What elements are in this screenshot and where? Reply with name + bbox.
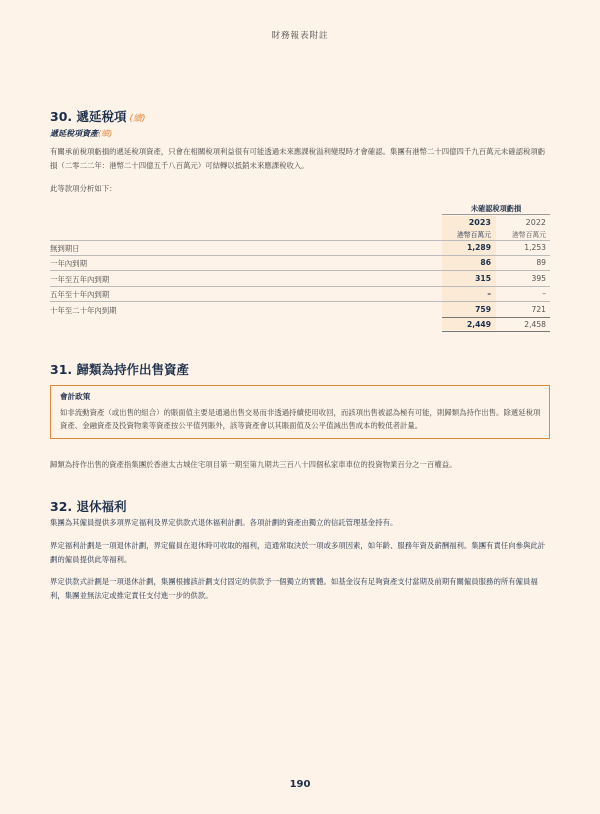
deferred-tax-paragraph: 有關承前稅項虧損的遞延稅項資產，只會在相關稅項利益很有可能透過未來應課稅溢利變現時才會確認。集團有港幣二十四億四千九百萬元未確認稅項虧損（二零二二年：港幣二十四億五千八百萬元）可結轉以抵銷未來應課稅收入。	[50, 147, 546, 170]
year-current: 2023	[468, 218, 491, 227]
section-32-title: 32. 退休福利	[50, 499, 127, 514]
table-total-prior: 2,458	[524, 320, 546, 329]
section-30-title	[50, 107, 146, 125]
table-cell-current: 1,289	[466, 243, 491, 252]
table-cell-prior: 721	[531, 305, 546, 314]
table-row-label: 十年至二十年內到期	[50, 306, 117, 315]
section-31-title: 31. 歸類為持作出售資產	[50, 362, 189, 377]
page-header: 財務報表附註	[271, 31, 329, 41]
subhead-continued: (續)	[98, 129, 113, 138]
retirement-benefits-para-3: 界定供款式計劃是一項退休計劃，集團根據該計劃支付固定的供款予一個獨立的實體。如基金沒有足夠資產支付當期及前期有關僱員服務的所有僱員福利，集團並無法定或推定責任支付進一步的供款。	[50, 577, 538, 600]
held-for-sale-paragraph: 歸類為持作出售的資產指集團於香港太古城住宅項目第一期至第九期共三百八十四個私家車車位的投資物業百分之一百權益。	[50, 460, 457, 469]
subhead-text: 遞延稅項資產	[50, 129, 98, 138]
table-row-label: 一年內到期	[50, 259, 87, 268]
table-row-label: 一年至五年內到期	[50, 275, 110, 284]
table-row-divider	[50, 240, 550, 241]
accounting-policy-title: 會計政策	[60, 392, 91, 401]
page-number: 190	[289, 779, 311, 790]
table-total-rule	[442, 331, 550, 332]
table-row-divider	[50, 286, 550, 287]
year-prior: 2022	[525, 218, 546, 227]
table-cell-prior: 395	[531, 274, 546, 283]
table-total-current: 2,449	[466, 320, 491, 329]
unit-current: 港幣百萬元	[457, 231, 491, 239]
unrecognised-tax-losses-header: 未確認稅項虧損	[470, 204, 522, 213]
table-cell-prior: –	[542, 289, 546, 298]
section-30-title-text: 30. 遞延稅項	[50, 109, 127, 124]
retirement-benefits-para-2: 界定福利計劃是一項退休計劃，界定僱員在退休時可收取的福利，這通常取決於一項或多項因素，如年齡、服務年資及薪酬福利。集團有責任向參與此計劃的僱員提供此等福利。	[50, 541, 546, 564]
table-row-divider	[50, 301, 550, 302]
table-row-label: 五年至十年內到期	[50, 290, 110, 299]
table-row-label: 無到期日	[50, 244, 80, 253]
table-cell-prior: 1,253	[524, 243, 546, 252]
unit-prior: 港幣百萬元	[512, 231, 546, 239]
table-cell-current: 86	[480, 258, 491, 267]
accounting-policy-text: 如非流動資產（或出售的組合）的賬面值主要是通過出售交易而非透過持續使用收回，而該項出售被認為極有可能，則歸類為持作出售。除遞延稅項資產、金融資產及投資物業等資產按公平值列賬外，該等資產會以其賬面值及公平值減出售成本的較低者計量。	[60, 408, 541, 430]
deferred-tax-assets-subhead	[50, 128, 112, 139]
section-30-continued: (續)	[129, 114, 146, 124]
table-cell-prior: 89	[536, 258, 546, 267]
table-cell-current: –	[487, 289, 491, 298]
table-row-divider	[50, 255, 550, 256]
analysis-intro: 此等款項分析如下：	[50, 184, 117, 193]
table-cell-current: 315	[475, 274, 491, 283]
table-cell-current: 759	[475, 305, 491, 314]
table-total-rule	[442, 317, 550, 318]
table-header-rule	[442, 214, 550, 215]
table-row-divider	[50, 270, 550, 271]
retirement-benefits-para-1: 集團為其僱員提供多項界定福利及界定供款式退休福利計劃。各項計劃的資產由獨立的信託管理基金持有。	[50, 518, 398, 527]
